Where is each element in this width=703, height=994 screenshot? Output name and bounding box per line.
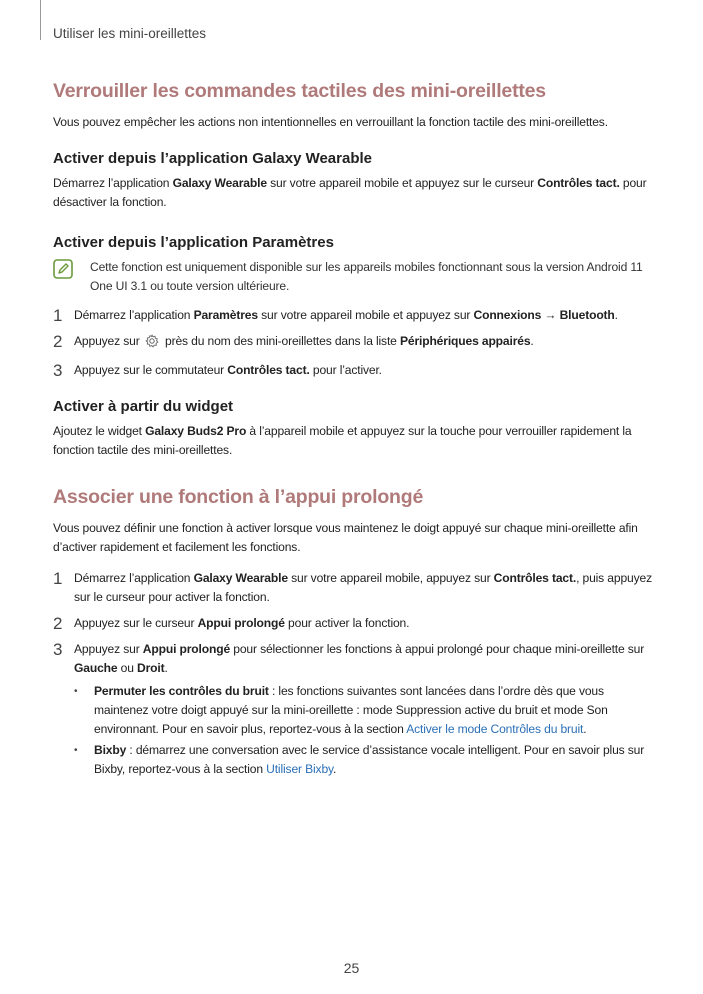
paragraph-widget: Ajoutez le widget Galaxy Buds2 Pro à l’appareil mobile et appuyez sur la touche pour verrouiller rapidement la fonction tactile des mini-oreillettes. xyxy=(53,424,632,457)
page-number: 25 xyxy=(343,960,360,976)
settings-steps xyxy=(53,306,653,380)
subsection-title-galaxy-wearable: Activer depuis l’application Galaxy Wearable xyxy=(53,150,373,167)
page-content xyxy=(53,80,653,788)
step-text: Démarrez l’application Galaxy Wearable sur votre appareil mobile, appuyez sur Contrôles tact., puis appuyez sur le curseur pour activer la fonction. xyxy=(74,571,652,604)
bullet-marker: • xyxy=(74,686,78,697)
header-rule xyxy=(40,0,41,40)
step xyxy=(53,306,653,325)
step-number: 1 xyxy=(53,306,63,325)
step-number: 2 xyxy=(53,614,63,633)
step xyxy=(53,569,653,607)
pencil-note-icon xyxy=(53,259,73,296)
step xyxy=(53,361,653,380)
step xyxy=(53,640,653,781)
step-text: Appuyez sur près du nom des mini-oreillettes dans la liste Périphériques appairés. xyxy=(74,332,653,354)
step xyxy=(53,614,653,633)
step-number: 1 xyxy=(53,569,63,588)
bullet-marker: • xyxy=(74,745,78,756)
section-intro: Vous pouvez définir une fonction à activer lorsque vous maintenez le doigt appuyé sur chaque mini-oreillette afin d’activer rapidement et facilement les fonctions. xyxy=(53,521,638,554)
step-number: 3 xyxy=(53,361,63,380)
step-text: Démarrez l’application Paramètres sur votre appareil mobile et appuyez sur Connexions → Bluetooth. xyxy=(74,308,618,322)
gear-icon xyxy=(145,334,159,354)
link-noise-controls[interactable]: Activer le mode Contrôles du bruit xyxy=(406,722,584,736)
section-title-lock-touch: Verrouiller les commandes tactiles des mini-oreillettes xyxy=(53,80,546,102)
step-text: Appuyez sur le commutateur Contrôles tact. pour l’activer. xyxy=(74,363,382,377)
step-text: Appuyez sur Appui prolongé pour sélectionner les fonctions à appui prolongé pour chaque mini-oreillette sur Gauche ou Droit. • Permuter les contrôles du bruit : les fonctions suivantes sont lancées dans l’ordre dès que vous maintenez votre doigt appuyé sur la mini-oreillette : mode Suppression active du bruit et mode Son environnant. Pour en savoir plus, reportez-vous à la section Activer le mode Contrôles du bruit. • Bixby : démarrez une conversation avec le service d’assistance vocale intelligent. Pour en savoir plus sur Bixby, reportez-vous à la section Utiliser Bixby. xyxy=(74,640,653,781)
list-item: • Bixby : démarrez une conversation avec le service d’assistance vocale intelligent. Pour en savoir plus sur Bixby, reportez-vous à la section Utiliser Bixby. xyxy=(74,741,653,779)
bullet-list xyxy=(74,682,653,779)
section-title-long-press: Associer une fonction à l’appui prolongé xyxy=(53,486,424,508)
paragraph-galaxy-wearable: Démarrez l’application Galaxy Wearable sur votre appareil mobile et appuyez sur le curseur Contrôles tact. pour désactiver la fonction. xyxy=(53,176,647,209)
note-box xyxy=(53,258,653,296)
subsection-title-settings: Activer depuis l’application Paramètres xyxy=(53,234,334,251)
step-text: Appuyez sur le curseur Appui prolongé pour activer la fonction. xyxy=(74,616,410,630)
step xyxy=(53,332,653,354)
note-text: Cette fonction est uniquement disponible sur les appareils mobiles fonctionnant sous la version Android 11 One UI 3.1 ou toute version ultérieure. xyxy=(90,260,643,293)
section-intro: Vous pouvez empêcher les actions non intentionnelles en verrouillant la fonction tactile des mini-oreillettes. xyxy=(53,115,608,129)
subsection-title-widget: Activer à partir du widget xyxy=(53,398,234,415)
running-header: Utiliser les mini-oreillettes xyxy=(53,26,207,41)
long-press-steps xyxy=(53,569,653,781)
step-number: 3 xyxy=(53,640,63,659)
link-use-bixby[interactable]: Utiliser Bixby xyxy=(266,762,334,776)
list-item: • Permuter les contrôles du bruit : les fonctions suivantes sont lancées dans l’ordre dès que vous maintenez votre doigt appuyé sur la mini-oreillette : mode Suppression active du bruit et mode Son environnant. Pour en savoir plus, reportez-vous à la section Activer le mode Contrôles du bruit. xyxy=(74,682,653,739)
step-number: 2 xyxy=(53,332,63,351)
